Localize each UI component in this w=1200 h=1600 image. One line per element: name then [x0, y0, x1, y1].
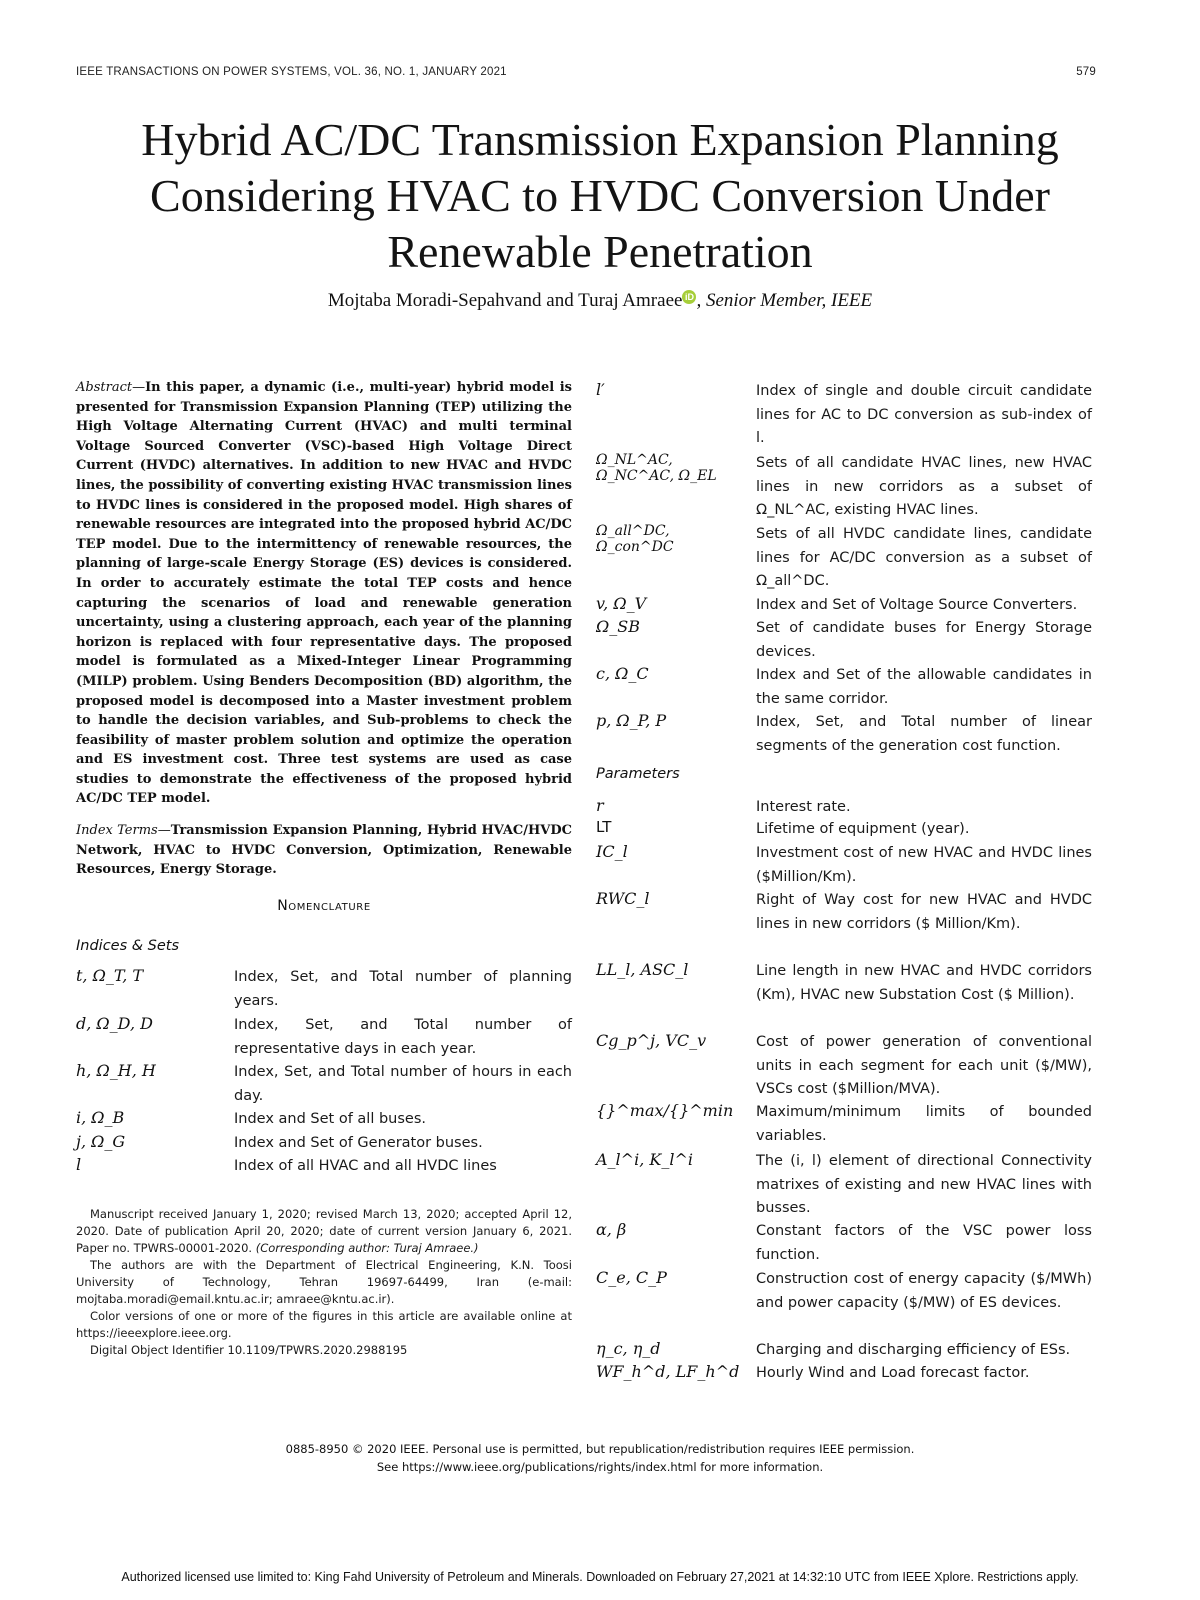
abstract-text: In this paper, a dynamic (i.e., multi-year) hybrid model is presented for Transmission Expansion Planning (TEP) utilizing the High Voltage Alternating Current (HVAC) and multi terminal Voltage Sourced Converter (VSC)-based High Voltage Direct Current (HVDC) alternatives. In addition to new HVAC and HVDC lines, the possibility of converting existing HVAC transmission lines to HVDC lines is considered in the proposed model. High shares of renewable resources are integrated into the proposed hybrid AC/DC TEP model. Due to the intermittency of renewable resources, the planning of large-scale Energy Storage (ES) devices is considered. In order to accurately estimate the total TEP costs and hence capturing the scenarios of load and renewable generation uncertainty, using a clustering approach, each year of the planning horizon is replaced with four representative days. The proposed model is formulated as a Mixed-Integer Linear Programming (MILP) problem. Using Benders Decomposition (BD) algorithm, the proposed model is decomposed into a Master investment problem to handle the decision variables, and Sub-problems to check the feasibility of master problem solution and optimize the operation and ES investment cost. Three test systems are used as case studies to demonstrate the effectiveness of the proposed hybrid AC/DC TEP model.: [76, 380, 572, 807]
nomen-symbol: l′: [596, 380, 605, 399]
paper-title: [80, 112, 1120, 280]
footnotes: [76, 1206, 572, 1359]
nomen-definition: Lifetime of equipment (year).: [756, 821, 970, 837]
nomen-symbol: r: [596, 796, 604, 815]
nomen-definition: Charging and discharging efficiency of ESs.: [756, 1342, 1071, 1358]
nomen-symbol: LT: [596, 818, 612, 836]
nomen-symbol: RWC_l: [596, 889, 650, 908]
nomen-definition: Sets of all HVDC candidate lines, candidate lines for AC/DC conversion as a subset of Ω_all^DC.: [756, 526, 1092, 589]
nomen-definition: Construction cost of energy capacity ($/MWh) and power capacity ($/MW) of ES devices.: [756, 1271, 1092, 1311]
parameters-heading: Parameters: [596, 766, 680, 782]
footnote-received: [76, 1206, 572, 1257]
nomen-definition: Index of single and double circuit candidate lines for AC to DC conversion as sub-index of l.: [756, 383, 1092, 446]
nomen-symbol: i, Ω_B: [76, 1108, 125, 1127]
nomen-symbol: {}^max/{}^min: [596, 1101, 734, 1120]
nomen-definition: Line length in new HVAC and HVDC corridors (Km), HVAC new Substation Cost ($ Million).: [756, 963, 1092, 1003]
footnote-affiliation: The authors are with the Department of Electrical Engineering, K.N. Toosi University of Technology, Tehran 19697-64499, Iran (e-mail: mojtaba.moradi@email.kntu.ac.ir; amraee@kntu.ac.ir).: [76, 1258, 572, 1306]
footnote-doi: Digital Object Identifier 10.1109/TPWRS.2020.2988195: [90, 1343, 408, 1357]
nomen-symbol: C_e, C_P: [596, 1268, 667, 1287]
nomen-definition: Index, Set, and Total number of linear segments of the generation cost function.: [756, 714, 1092, 754]
nomen-definition: Index and Set of Voltage Source Converters.: [756, 597, 1078, 613]
orcid-icon[interactable]: iD: [682, 290, 696, 304]
nomen-symbol: IC_l: [596, 842, 628, 861]
nomen-definition: Investment cost of new HVAC and HVDC lines ($Million/Km).: [756, 845, 1092, 885]
author-membership: , Senior Member, IEEE: [696, 290, 873, 311]
received-text: Manuscript received January 1, 2020; revised March 13, 2020; accepted April 12, 2020. Date of publication April 20, 2020; date of current version January 6, 2021. Paper no. TPWRS-00001-2020.: [76, 1207, 572, 1255]
nomenclature-heading: Nomenclature: [277, 898, 371, 914]
nomen-definition: Index and Set of the allowable candidates in the same corridor.: [756, 667, 1092, 707]
footnote-color: Color versions of one or more of the figures in this article are available online at https://ieeexplore.ieee.org.: [76, 1309, 572, 1340]
nomen-symbol: η_c, η_d: [596, 1339, 661, 1358]
nomen-definition: Interest rate.: [756, 799, 851, 815]
abstract: [76, 378, 572, 809]
abstract-lead: Abstract—: [76, 380, 146, 395]
nomen-definition: The (i, l) element of directional Connectivity matrixes of existing and new HVAC lines with busses.: [756, 1153, 1092, 1216]
nomen-symbol: Cg_p^j, VC_v: [596, 1031, 707, 1050]
rights-line[interactable]: See https://www.ieee.org/publications/rights/index.html for more information.: [376, 1460, 824, 1474]
nomen-symbol: p, Ω_P, P: [596, 711, 667, 730]
index-terms-lead: Index Terms—: [76, 823, 171, 838]
page-number: 579: [1076, 66, 1096, 78]
nomen-symbol: LL_l, ASC_l: [596, 960, 689, 979]
copyright-line: 0885-8950 © 2020 IEEE. Personal use is permitted, but republication/redistribution requires IEEE permission.: [285, 1442, 915, 1456]
nomen-definition: Index and Set of all buses.: [234, 1111, 427, 1127]
title-line: Renewable Penetration: [387, 226, 813, 277]
nomen-symbol: Ω_all^DC, Ω_con^DC: [596, 523, 674, 555]
nomen-symbol: l: [76, 1155, 82, 1174]
nomen-symbol: d, Ω_D, D: [76, 1014, 153, 1033]
corresponding-author: (Corresponding author: Turaj Amraee.): [255, 1241, 479, 1255]
nomen-definition: Set of candidate buses for Energy Storage devices.: [756, 620, 1092, 660]
nomen-symbol: c, Ω_C: [596, 664, 649, 683]
journal-info: IEEE TRANSACTIONS ON POWER SYSTEMS, VOL. 36, NO. 1, JANUARY 2021: [76, 66, 507, 78]
authors: [80, 290, 1120, 312]
license-footer: Authorized licensed use limited to: King Fahd University of Petroleum and Minerals. Downloaded on February 27,2021 at 14:32:10 UTC from IEEE Xplore. Restrictions apply.: [121, 1570, 1079, 1584]
nomen-symbol: t, Ω_T, T: [76, 966, 144, 985]
nomen-symbol: WF_h^d, LF_h^d: [596, 1362, 740, 1381]
nomen-symbol: j, Ω_G: [76, 1132, 126, 1151]
title-line: Considering HVAC to HVDC Conversion Under: [150, 170, 1050, 221]
author-names: Mojtaba Moradi-Sepahvand and Turaj Amraee: [327, 290, 683, 311]
running-head: [76, 66, 1096, 78]
index-terms: [76, 821, 572, 880]
nomen-definition: Index, Set, and Total number of planning years.: [234, 969, 572, 1009]
nomen-definition: Sets of all candidate HVAC lines, new HVAC lines in new corridors as a subset of Ω_NL^AC, existing HVAC lines.: [756, 455, 1092, 518]
index-terms-text: Transmission Expansion Planning, Hybrid HVAC/HVDC Network, HVAC to HVDC Conversion, Optimization, Renewable Resources, Energy Storage.: [76, 823, 572, 878]
nomen-definition: Index and Set of Generator buses.: [234, 1135, 483, 1151]
nomen-symbol: α, β: [596, 1220, 627, 1239]
nomen-definition: Index, Set, and Total number of hours in each day.: [234, 1064, 572, 1104]
indices-heading: Indices & Sets: [76, 938, 180, 954]
nomen-symbol: h, Ω_H, H: [76, 1061, 156, 1080]
nomen-definition: Maximum/minimum limits of bounded variables.: [756, 1104, 1092, 1144]
nomen-symbol: A_l^i, K_l^i: [596, 1150, 693, 1169]
copyright-notice: [100, 1440, 1100, 1476]
title-line: Hybrid AC/DC Transmission Expansion Planning: [141, 114, 1059, 165]
nomen-definition: Right of Way cost for new HVAC and HVDC lines in new corridors ($ Million/Km).: [756, 892, 1092, 932]
nomen-definition: Index of all HVAC and all HVDC lines: [234, 1158, 497, 1174]
nomen-symbol: v, Ω_V: [596, 594, 647, 613]
nomen-definition: Constant factors of the VSC power loss function.: [756, 1223, 1092, 1263]
nomen-definition: Index, Set, and Total number of representative days in each year.: [234, 1017, 572, 1057]
nomen-definition: Hourly Wind and Load forecast factor.: [756, 1365, 1030, 1381]
nomen-symbol: Ω_NL^AC, Ω_NC^AC, Ω_EL: [596, 452, 717, 484]
nomen-symbol: Ω_SB: [596, 617, 640, 636]
nomen-definition: Cost of power generation of conventional units in each segment for each unit ($/MW), VSCs cost ($Million/MVA).: [756, 1034, 1092, 1097]
